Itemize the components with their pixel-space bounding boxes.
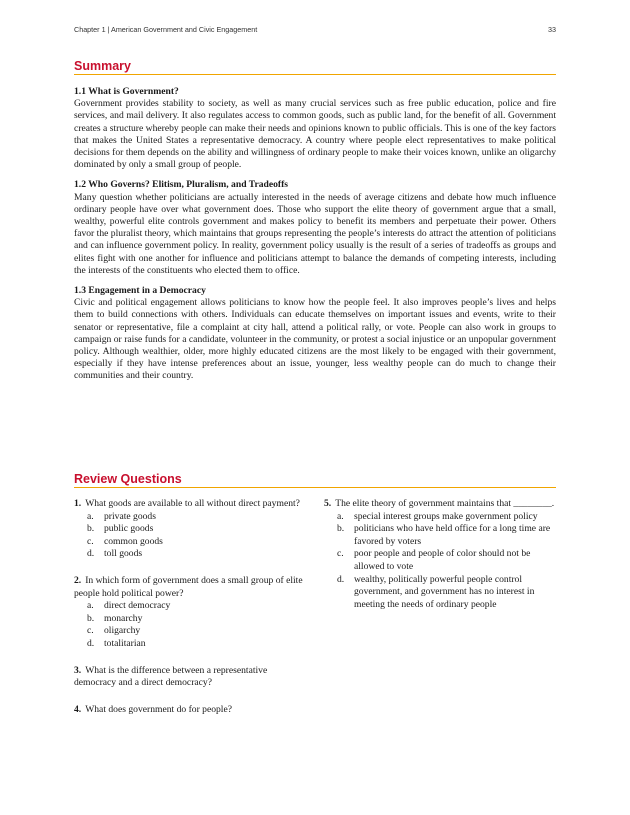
- option-letter: a.: [87, 510, 94, 522]
- option-letter: b.: [87, 523, 95, 535]
- option-letter: b.: [87, 612, 95, 624]
- section-heading-1-1: 1.1 What is Government?: [74, 86, 179, 97]
- answer-options: [74, 600, 310, 650]
- review-questions-right-column: [324, 498, 556, 625]
- review-questions-heading: Review Questions: [74, 472, 556, 488]
- answer-option: [87, 625, 310, 638]
- option-text: direct democracy: [104, 600, 171, 612]
- option-letter: a.: [87, 600, 94, 612]
- option-text: politicians who have held office for a long time are favored by voters: [354, 523, 551, 547]
- answer-option: [87, 511, 310, 524]
- question-stem: [74, 704, 310, 717]
- question-text: What does government do for people?: [85, 703, 232, 715]
- page-number: 33: [548, 25, 556, 34]
- answer-option: [87, 548, 310, 561]
- summary-body: [74, 86, 556, 391]
- question-number: 5.: [324, 498, 332, 509]
- question-number: 1.: [74, 498, 82, 509]
- question-text: What is the difference between a representative democracy and a direct democracy?: [74, 664, 268, 689]
- answer-option: [87, 536, 310, 549]
- question-number: 2.: [74, 574, 82, 586]
- option-letter: b.: [337, 523, 345, 535]
- summary-heading: Summary: [74, 59, 556, 75]
- review-question: [74, 498, 310, 561]
- option-letter: d.: [337, 573, 345, 585]
- answer-option: [337, 548, 556, 573]
- option-text: poor people and people of color should not be allowed to vote: [354, 548, 531, 572]
- page-header: [74, 25, 556, 34]
- answer-option: [337, 511, 556, 524]
- option-letter: a.: [337, 510, 344, 522]
- answer-option: [87, 638, 310, 651]
- option-text: totalitarian: [104, 637, 146, 649]
- section-heading-1-2: 1.2 Who Governs? Elitism, Pluralism, and Tradeoffs: [74, 179, 289, 191]
- question-number: 3.: [74, 664, 82, 676]
- option-letter: c.: [87, 535, 94, 547]
- chapter-title: Chapter 1 | American Government and Civic Engagement: [74, 25, 258, 34]
- answer-option: [87, 600, 310, 613]
- section-heading-1-3: 1.3 Engagement in a Democracy: [74, 285, 206, 297]
- review-question: [74, 575, 310, 651]
- answer-options: [74, 511, 310, 561]
- section-text-1-3: Civic and political engagement allows politicians to know how the people feel. It also improves people’s lives and helps them to build connections with others. Individuals can educate themselves on important issues and events, write to their senator or representative, file a complaint at city hall, attend a political rally, or vote. People can also work in groups to campaign or raise funds for a candidate, volunteer in the community, or protest a social injustice or an unpopular government policy. Although wealthier, older, more highly educated citizens are the most likely to be engaged with their government, especially if they have intense preferences about an issue, younger, less wealthy people can do much to change their communities and their country.: [74, 297, 556, 382]
- option-text: wealthy, politically powerful people control government, and government has no interest in meeting the needs of ordinary people: [354, 573, 535, 610]
- question-stem: [74, 498, 310, 511]
- question-text: What goods are available to all without direct payment?: [85, 498, 300, 509]
- question-text: In which form of government does a small group of elite people hold political power?: [74, 574, 303, 599]
- option-letter: d.: [87, 637, 95, 649]
- question-text: The elite theory of government maintains that ________.: [335, 498, 555, 509]
- option-letter: c.: [87, 625, 94, 637]
- option-text: toll goods: [104, 548, 143, 560]
- option-text: public goods: [104, 523, 154, 535]
- question-stem: [74, 665, 310, 690]
- review-question: [324, 498, 556, 611]
- review-question: [74, 704, 310, 717]
- section-text-1-1: Government provides stability to society, as well as many crucial services such as free public education, police and fire services, and mail delivery. It also regulates access to common goods, such as public land, for the benefit of all. Government creates a structure whereby people can make their needs and opinions known to public officials. This is one of the key factors that makes the United States a representative democracy. A country where people elect representatives to make political decisions for them depends on the ability and willingness of ordinary people to make their voices known, unlike an oligarchy dominated by only a small group of people.: [74, 98, 556, 171]
- question-number: 4.: [74, 703, 82, 715]
- review-question: [74, 665, 310, 690]
- answer-option: [337, 574, 556, 612]
- answer-option: [87, 613, 310, 626]
- answer-option: [337, 523, 556, 548]
- option-text: oligarchy: [104, 625, 141, 637]
- option-text: common goods: [104, 535, 163, 547]
- option-text: special interest groups make government policy: [354, 510, 538, 522]
- question-stem: [74, 575, 310, 600]
- review-questions-left-column: [74, 498, 310, 730]
- answer-option: [87, 523, 310, 536]
- answer-options: [324, 511, 556, 612]
- option-letter: c.: [337, 548, 344, 560]
- option-text: monarchy: [104, 612, 143, 624]
- option-letter: d.: [87, 548, 95, 560]
- section-text-1-2: Many question whether politicians are actually interested in the needs of average citizens and debate how much influence ordinary people have over what government does. Those who support the elite theory of government argue that a small, wealthy, powerful elite controls government and makes policy to benefit its members and perpetuate their power. Others favor the pluralist theory, which maintains that groups representing the people’s interests do attract the attention of politicians and can influence government policy. In reality, government policy usually is the result of a series of tradeoffs as groups and elites fight with one another for influence and politicians attempt to balance the demands of competing interests, including the interests of the constituents who elected them to office.: [74, 191, 556, 276]
- question-stem: [324, 498, 556, 511]
- option-text: private goods: [104, 510, 156, 522]
